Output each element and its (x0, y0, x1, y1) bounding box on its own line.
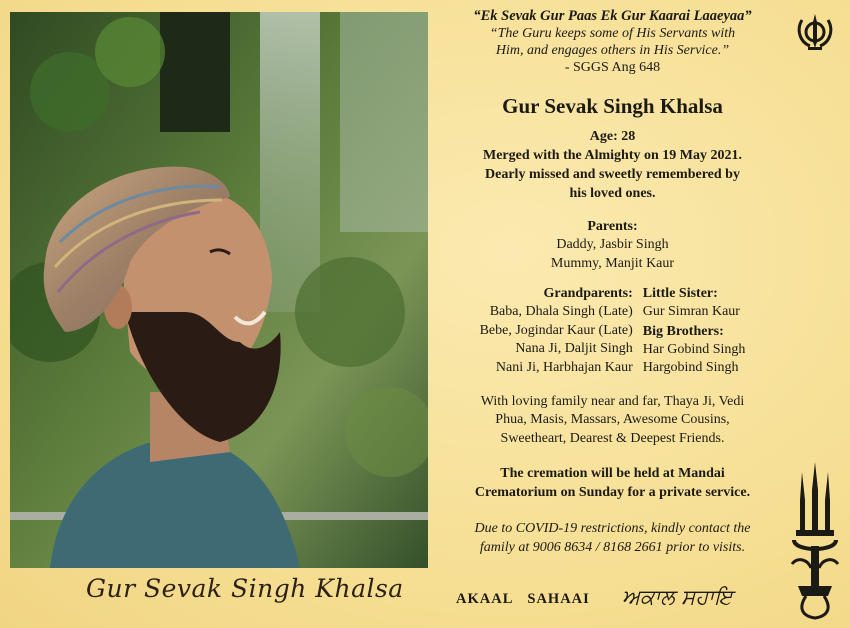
family-grid (440, 284, 785, 378)
deceased-name: Gur Sevak Singh Khalsa (502, 94, 723, 118)
grandparents-heading: Grandparents: (543, 286, 633, 301)
age: Age: 28 (589, 129, 636, 144)
quote-english-line: Him, and engages others in His Service.” (495, 43, 730, 58)
covid-note (440, 519, 785, 557)
cremation-line: The cremation will be held at Mandai (500, 466, 725, 481)
grandparent-item: Nani Ji, Harbhajan Kaur (495, 359, 633, 375)
footer-sahaai: SAHAAI (527, 591, 590, 607)
parent-father: Daddy, Jasbir Singh (556, 237, 669, 252)
cremation-note (440, 464, 785, 502)
khanda-icon (796, 12, 834, 52)
grandparents-list (480, 284, 633, 378)
grandparent-item: Baba, Dhala Singh (Late) (489, 304, 633, 319)
trishul-icon (788, 460, 842, 620)
obituary-text (440, 8, 785, 557)
merged-line: Merged with the Almighty on 19 May 2021. (483, 148, 742, 163)
family-note-line: Phua, Masis, Massars, Awesome Cousins, (495, 412, 730, 427)
family-note (440, 393, 785, 449)
grandparent-item: Bebe, Jogindar Kaur (Late) (479, 322, 633, 338)
sister-name: Gur Simran Kaur (642, 304, 740, 319)
brothers-heading: Big Brothers: (642, 323, 724, 339)
family-note-line: Sweetheart, Dearest & Deepest Friends. (500, 430, 725, 446)
signature: Gur Sevak Singh Khalsa (86, 574, 404, 603)
cremation-line: Crematorium on Sunday for a private service. (474, 485, 751, 500)
footer-akaal: AKAAL (456, 591, 514, 607)
grandparent-item: Nana Ji, Daljit Singh (515, 341, 633, 356)
footer-akaal-sahaai (456, 591, 604, 608)
parents-heading: Parents: (587, 219, 638, 234)
brother-name: Hargobind Singh (642, 360, 739, 375)
brother-name: Har Gobind Singh (642, 341, 746, 357)
footer-gurmukhi: ਅਕਾਲ ਸਹਾਇ (622, 585, 733, 609)
covid-line: Due to COVID-19 restrictions, kindly contact the (474, 521, 751, 536)
quote-source: - SGGS Ang 648 (564, 60, 661, 75)
quote-gurmukhi: “Ek Sevak Gur Paas Ek Gur Kaarai Laaeyaa” (473, 8, 752, 24)
portrait-photo (10, 12, 428, 568)
sister-heading: Little Sister: (642, 286, 718, 301)
covid-line: family at 9006 8634 / 8168 2661 prior to visits. (479, 540, 746, 555)
quote-english-line: “The Guru keeps some of His Servants with (489, 26, 736, 41)
family-note-line: With loving family near and far, Thaya Ji, Vedi (480, 393, 745, 409)
missed-line: his loved ones. (569, 186, 656, 201)
parent-mother: Mummy, Manjit Kaur (550, 255, 675, 271)
siblings-list (643, 284, 746, 378)
missed-line: Dearly missed and sweetly remembered by (485, 167, 740, 182)
